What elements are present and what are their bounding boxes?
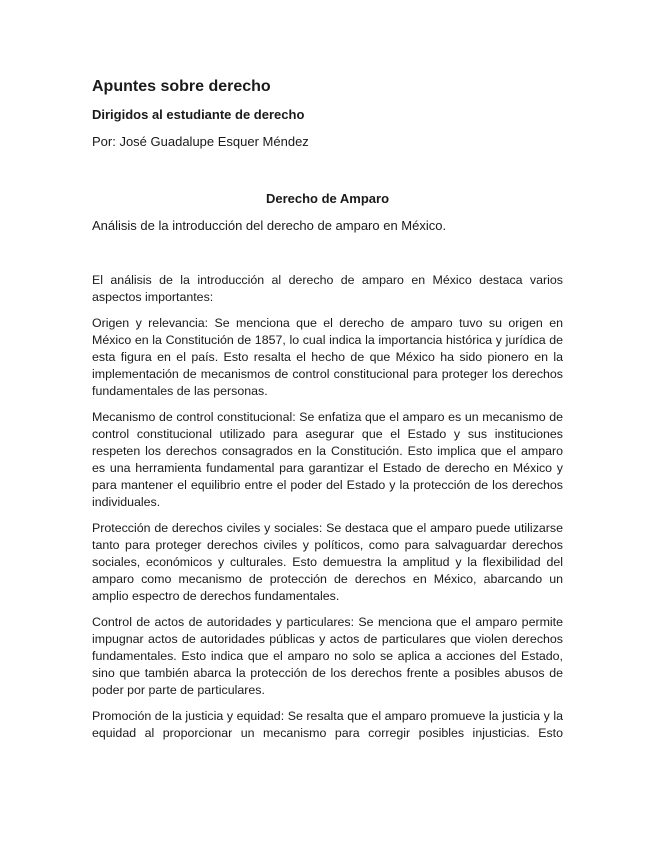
paragraph-mecanismo: Mecanismo de control constitucional: Se enfatiza que el amparo es un mecanismo de control constitucional utilizado para asegurar que el Estado y sus instituciones respeten los derechos consagrados en la Constitución. Esto implica que el amparo es una herramienta fundamental para garantizar el Estado de derecho en México y para mantener el equilibrio entre el poder del Estado y la protección de los derechos individuales. bbox=[92, 410, 563, 509]
paragraph-origen: Origen y relevancia: Se menciona que el derecho de amparo tuvo su origen en México en la Constitución de 1857, lo cual indica la importancia histórica y jurídica de esta figura en el país. Esto resalta el hecho de que México ha sido pionero en la implementación de mecanismos de control constitucional para proteger los derechos fundamentales de las personas. bbox=[92, 316, 563, 398]
document-body bbox=[92, 272, 563, 751]
paragraph-control: Control de actos de autoridades y particulares: Se menciona que el amparo permite impugnar actos de autoridades públicas y actos de particulares que violen derechos fundamentales. Esto indica que el amparo no solo se aplica a acciones del Estado, sino que también abarca la protección de los derechos frente a posibles abusos de poder por parte de particulares. bbox=[92, 615, 563, 697]
paragraph-intro: El análisis de la introducción al derecho de amparo en México destaca varios aspectos importantes: bbox=[92, 273, 563, 304]
paragraph-promocion: Promoción de la justicia y equidad: Se resalta que el amparo promueve la justicia y la equidad al proporcionar un mecanismo para corregir posibles injusticias. Esto bbox=[92, 709, 563, 740]
section-lead: Análisis de la introducción del derecho de amparo en México. bbox=[92, 218, 447, 233]
document-author: Por: José Guadalupe Esquer Méndez bbox=[92, 134, 309, 149]
paragraph-proteccion: Protección de derechos civiles y sociales: Se destaca que el amparo puede utilizarse tanto para proteger derechos civiles y políticos, como para salvaguardar derechos sociales, económicos y culturales. Esto demuestra la amplitud y la flexibilidad del amparo como mecanismo de protección de derechos en México, abarcando un amplio espectro de derechos fundamentales. bbox=[92, 521, 563, 603]
document-title: Apuntes sobre derecho bbox=[92, 78, 271, 95]
document-subtitle: Dirigidos al estudiante de derecho bbox=[92, 107, 305, 122]
section-title: Derecho de Amparo bbox=[265, 191, 390, 206]
